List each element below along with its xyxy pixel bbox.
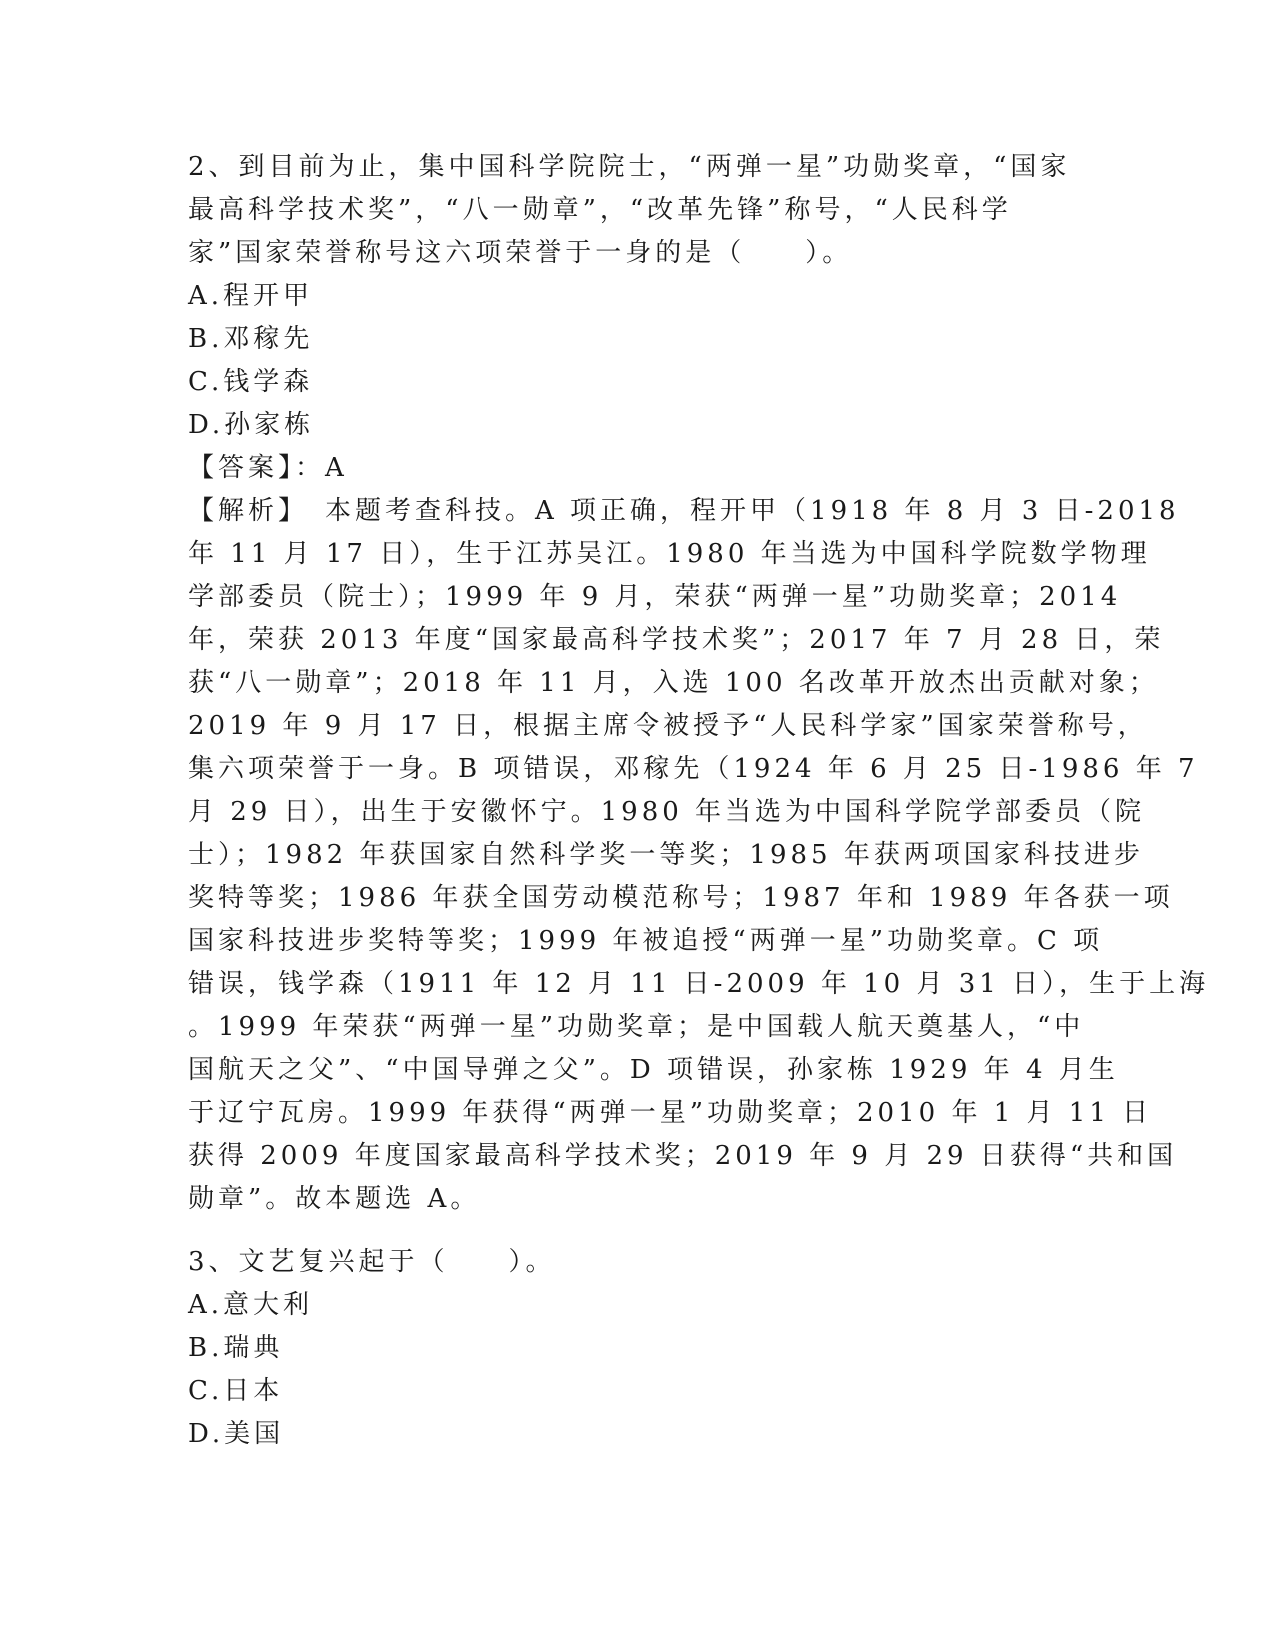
question-3-stem-line: 3、文艺复兴起于（ ）。	[188, 1247, 556, 1277]
question-2-option-b: B.邓稼先	[188, 324, 314, 354]
question-2-analysis-line: 年 11 月 17 日），生于江苏吴江。1980 年当选为中国科学院数学物理	[188, 539, 1151, 569]
question-2-analysis-line: 错误，钱学森（1911 年 12 月 11 日-2009 年 10 月 31 日），生于上海	[188, 969, 1210, 999]
question-3-option-a: A.意大利	[188, 1290, 314, 1320]
question-2-analysis-line: 获得 2009 年度国家最高科学技术奖；2019 年 9 月 29 日获得“共和国	[188, 1141, 1178, 1171]
question-2-analysis-line: 学部委员（院士）；1999 年 9 月，荣获“两弹一星”功勋奖章；2014	[188, 582, 1122, 612]
question-2-analysis-line: 奖特等奖；1986 年获全国劳动模范称号；1987 年和 1989 年各获一项	[188, 883, 1174, 913]
question-2-option-d: D.孙家栋	[188, 410, 315, 440]
question-2-analysis-line: 获“八一勋章”；2018 年 11 月，入选 100 名改革开放杰出贡献对象；	[188, 668, 1159, 698]
document-page	[188, 146, 1210, 1456]
question-2-analysis-line: 国航天之父”、“中国导弹之父”。D 项错误，孙家栋 1929 年 4 月生	[188, 1055, 1119, 1085]
question-2-analysis-line: 勋章”。故本题选 A。	[188, 1184, 481, 1214]
question-3-option-b: B.瑞典	[188, 1333, 284, 1363]
question-2-option-a: A.程开甲	[188, 281, 314, 311]
question-3	[188, 1241, 1088, 1456]
question-2-analysis-line: 。1999 年荣获“两弹一星”功勋奖章；是中国载人航天奠基人，“中	[188, 1012, 1085, 1042]
question-2-stem-line: 最高科学技术奖”，“八一勋章”，“改革先锋”称号，“人民科学	[188, 195, 1012, 225]
question-3-option-c: C.日本	[188, 1376, 284, 1406]
question-2-analysis-line: 于辽宁瓦房。1999 年获得“两弹一星”功勋奖章；2010 年 1 月 11 日	[188, 1098, 1153, 1128]
question-2-option-c: C.钱学森	[188, 367, 314, 397]
question-2-stem-line: 家”国家荣誉称号这六项荣誉于一身的是（ ）。	[188, 238, 853, 268]
question-2-analysis-line: 国家科技进步奖特等奖；1999 年被追授“两弹一星”功勋奖章。C 项	[188, 926, 1104, 956]
question-2-analysis-line: 士）；1982 年获国家自然科学奖一等奖；1985 年获两项国家科技进步	[188, 840, 1144, 870]
question-2-analysis-line: 【解析】 本题考查科技。A 项正确，程开甲（1918 年 8 月 3 日-2018	[188, 496, 1180, 526]
question-spacer	[188, 1221, 1088, 1241]
question-2-answer: 【答案】：A	[188, 453, 348, 483]
question-2-stem-line: 2、到目前为止，集中国科学院院士，“两弹一星”功勋奖章，“国家	[188, 152, 1071, 182]
question-2	[188, 146, 1210, 1221]
question-2-analysis-line: 月 29 日），出生于安徽怀宁。1980 年当选为中国科学院学部委员（院	[188, 797, 1146, 827]
question-3-option-d: D.美国	[188, 1419, 285, 1449]
question-2-analysis-line: 年，荣获 2013 年度“国家最高科学技术奖”；2017 年 7 月 28 日，荣	[188, 625, 1165, 655]
question-2-analysis-line: 集六项荣誉于一身。B 项错误，邓稼先（1924 年 6 月 25 日-1986 年 7	[188, 754, 1199, 784]
question-2-analysis-line: 2019 年 9 月 17 日，根据主席令被授予“人民科学家”国家荣誉称号，	[188, 711, 1148, 741]
